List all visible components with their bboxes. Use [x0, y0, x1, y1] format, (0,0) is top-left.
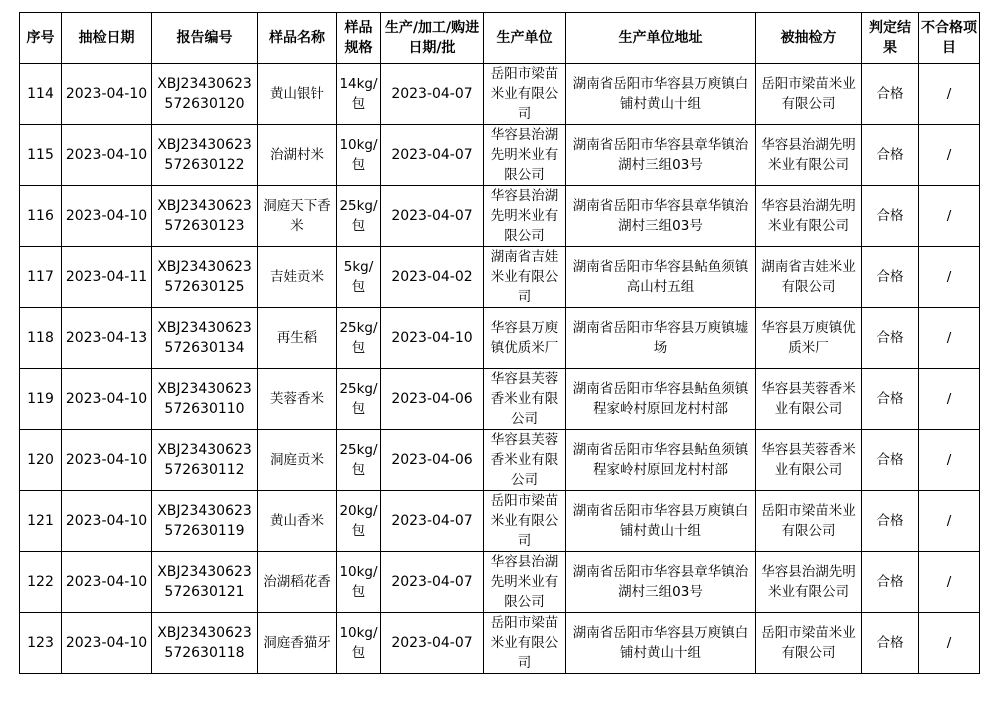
cell-spec: 25kg/包 [337, 369, 381, 430]
table-header-row [20, 13, 980, 64]
cell-prod-date: 2023-04-10 [381, 308, 484, 369]
cell-failed-items: / [919, 552, 980, 613]
cell-seq: 118 [20, 308, 62, 369]
header-spec: 样品规格 [337, 13, 381, 64]
cell-spec: 20kg/包 [337, 491, 381, 552]
cell-sample-date: 2023-04-13 [62, 308, 152, 369]
cell-failed-items: / [919, 64, 980, 125]
cell-sample-name: 治湖稻花香 [258, 552, 337, 613]
cell-producer-address: 湖南省岳阳市华容县鲇鱼须镇程家岭村原回龙村村部 [566, 430, 756, 491]
table-row [20, 613, 980, 674]
cell-failed-items: / [919, 430, 980, 491]
cell-sample-name: 再生稻 [258, 308, 337, 369]
table-row [20, 369, 980, 430]
cell-report-no: XBJ23430623572630118 [152, 613, 258, 674]
cell-seq: 120 [20, 430, 62, 491]
table-row [20, 552, 980, 613]
cell-report-no: XBJ23430623572630119 [152, 491, 258, 552]
cell-inspected-party: 岳阳市梁苗米业有限公司 [756, 491, 862, 552]
table-row [20, 186, 980, 247]
cell-sample-name: 洞庭天下香米 [258, 186, 337, 247]
header-seq: 序号 [20, 13, 62, 64]
cell-report-no: XBJ23430623572630110 [152, 369, 258, 430]
header-result: 判定结果 [862, 13, 919, 64]
cell-report-no: XBJ23430623572630134 [152, 308, 258, 369]
table-row [20, 125, 980, 186]
cell-inspected-party: 岳阳市梁苗米业有限公司 [756, 613, 862, 674]
header-sample-date: 抽检日期 [62, 13, 152, 64]
cell-seq: 115 [20, 125, 62, 186]
table-row [20, 491, 980, 552]
cell-sample-date: 2023-04-10 [62, 369, 152, 430]
cell-producer: 湖南省吉娃米业有限公司 [484, 247, 566, 308]
cell-result: 合格 [862, 64, 919, 125]
header-inspected-party: 被抽检方 [756, 13, 862, 64]
cell-prod-date: 2023-04-07 [381, 64, 484, 125]
cell-seq: 119 [20, 369, 62, 430]
cell-inspected-party: 华容县治湖先明米业有限公司 [756, 125, 862, 186]
cell-result: 合格 [862, 613, 919, 674]
cell-sample-date: 2023-04-10 [62, 613, 152, 674]
header-producer: 生产单位 [484, 13, 566, 64]
cell-report-no: XBJ23430623572630125 [152, 247, 258, 308]
cell-producer-address: 湖南省岳阳市华容县章华镇治湖村三组03号 [566, 186, 756, 247]
cell-failed-items: / [919, 491, 980, 552]
cell-spec: 10kg/包 [337, 552, 381, 613]
cell-spec: 10kg/包 [337, 125, 381, 186]
cell-producer: 岳阳市梁苗米业有限公司 [484, 491, 566, 552]
cell-spec: 14kg/包 [337, 64, 381, 125]
cell-prod-date: 2023-04-07 [381, 552, 484, 613]
cell-spec: 25kg/包 [337, 186, 381, 247]
cell-result: 合格 [862, 125, 919, 186]
cell-sample-name: 治湖村米 [258, 125, 337, 186]
cell-producer: 华容县万庾镇优质米厂 [484, 308, 566, 369]
cell-report-no: XBJ23430623572630123 [152, 186, 258, 247]
cell-inspected-party: 华容县治湖先明米业有限公司 [756, 552, 862, 613]
cell-sample-date: 2023-04-10 [62, 186, 152, 247]
cell-result: 合格 [862, 369, 919, 430]
cell-seq: 122 [20, 552, 62, 613]
cell-producer-address: 湖南省岳阳市华容县章华镇治湖村三组03号 [566, 552, 756, 613]
cell-inspected-party: 华容县芙蓉香米业有限公司 [756, 430, 862, 491]
cell-producer: 华容县治湖先明米业有限公司 [484, 552, 566, 613]
cell-producer-address: 湖南省岳阳市华容县鲇鱼须镇高山村五组 [566, 247, 756, 308]
cell-inspected-party: 湖南省吉娃米业有限公司 [756, 247, 862, 308]
cell-report-no: XBJ23430623572630112 [152, 430, 258, 491]
cell-sample-date: 2023-04-10 [62, 491, 152, 552]
cell-seq: 117 [20, 247, 62, 308]
cell-failed-items: / [919, 186, 980, 247]
header-prod-date: 生产/加工/购进日期/批 [381, 13, 484, 64]
cell-result: 合格 [862, 491, 919, 552]
cell-failed-items: / [919, 613, 980, 674]
cell-inspected-party: 华容县万庾镇优质米厂 [756, 308, 862, 369]
cell-seq: 114 [20, 64, 62, 125]
cell-sample-date: 2023-04-10 [62, 552, 152, 613]
cell-producer: 岳阳市梁苗米业有限公司 [484, 613, 566, 674]
cell-report-no: XBJ23430623572630121 [152, 552, 258, 613]
cell-producer-address: 湖南省岳阳市华容县万庾镇白铺村黄山十组 [566, 491, 756, 552]
cell-prod-date: 2023-04-02 [381, 247, 484, 308]
cell-spec: 25kg/包 [337, 308, 381, 369]
cell-producer-address: 湖南省岳阳市华容县万庾镇白铺村黄山十组 [566, 64, 756, 125]
cell-failed-items: / [919, 247, 980, 308]
cell-seq: 116 [20, 186, 62, 247]
cell-sample-name: 芙蓉香米 [258, 369, 337, 430]
cell-failed-items: / [919, 308, 980, 369]
cell-inspected-party: 岳阳市梁苗米业有限公司 [756, 64, 862, 125]
cell-producer-address: 湖南省岳阳市华容县鲇鱼须镇程家岭村原回龙村村部 [566, 369, 756, 430]
cell-result: 合格 [862, 552, 919, 613]
table-row [20, 64, 980, 125]
cell-prod-date: 2023-04-06 [381, 369, 484, 430]
cell-sample-name: 洞庭贡米 [258, 430, 337, 491]
table-row [20, 430, 980, 491]
cell-sample-name: 黄山香米 [258, 491, 337, 552]
cell-failed-items: / [919, 369, 980, 430]
cell-sample-name: 吉娃贡米 [258, 247, 337, 308]
cell-producer: 华容县芙蓉香米业有限公司 [484, 430, 566, 491]
cell-seq: 121 [20, 491, 62, 552]
cell-spec: 5kg/包 [337, 247, 381, 308]
cell-sample-date: 2023-04-10 [62, 125, 152, 186]
header-report-no: 报告编号 [152, 13, 258, 64]
cell-report-no: XBJ23430623572630122 [152, 125, 258, 186]
cell-sample-name: 黄山银针 [258, 64, 337, 125]
cell-prod-date: 2023-04-07 [381, 491, 484, 552]
cell-producer-address: 湖南省岳阳市华容县章华镇治湖村三组03号 [566, 125, 756, 186]
cell-sample-date: 2023-04-10 [62, 430, 152, 491]
cell-sample-date: 2023-04-10 [62, 64, 152, 125]
cell-result: 合格 [862, 186, 919, 247]
cell-prod-date: 2023-04-07 [381, 186, 484, 247]
cell-inspected-party: 华容县芙蓉香米业有限公司 [756, 369, 862, 430]
header-sample-name: 样品名称 [258, 13, 337, 64]
cell-producer-address: 湖南省岳阳市华容县万庾镇白铺村黄山十组 [566, 613, 756, 674]
cell-producer: 岳阳市梁苗米业有限公司 [484, 64, 566, 125]
cell-spec: 10kg/包 [337, 613, 381, 674]
header-failed-items: 不合格项目 [919, 13, 980, 64]
cell-producer: 华容县芙蓉香米业有限公司 [484, 369, 566, 430]
cell-spec: 25kg/包 [337, 430, 381, 491]
cell-producer: 华容县治湖先明米业有限公司 [484, 125, 566, 186]
cell-failed-items: / [919, 125, 980, 186]
cell-result: 合格 [862, 430, 919, 491]
cell-report-no: XBJ23430623572630120 [152, 64, 258, 125]
cell-prod-date: 2023-04-06 [381, 430, 484, 491]
table-row [20, 247, 980, 308]
cell-inspected-party: 华容县治湖先明米业有限公司 [756, 186, 862, 247]
cell-sample-date: 2023-04-11 [62, 247, 152, 308]
cell-producer-address: 湖南省岳阳市华容县万庾镇墟场 [566, 308, 756, 369]
cell-result: 合格 [862, 247, 919, 308]
table-row [20, 308, 980, 369]
cell-producer: 华容县治湖先明米业有限公司 [484, 186, 566, 247]
cell-result: 合格 [862, 308, 919, 369]
cell-seq: 123 [20, 613, 62, 674]
table-body [20, 64, 980, 674]
cell-prod-date: 2023-04-07 [381, 125, 484, 186]
cell-prod-date: 2023-04-07 [381, 613, 484, 674]
header-producer-address: 生产单位地址 [566, 13, 756, 64]
inspection-table [19, 12, 980, 674]
cell-sample-name: 洞庭香猫牙 [258, 613, 337, 674]
